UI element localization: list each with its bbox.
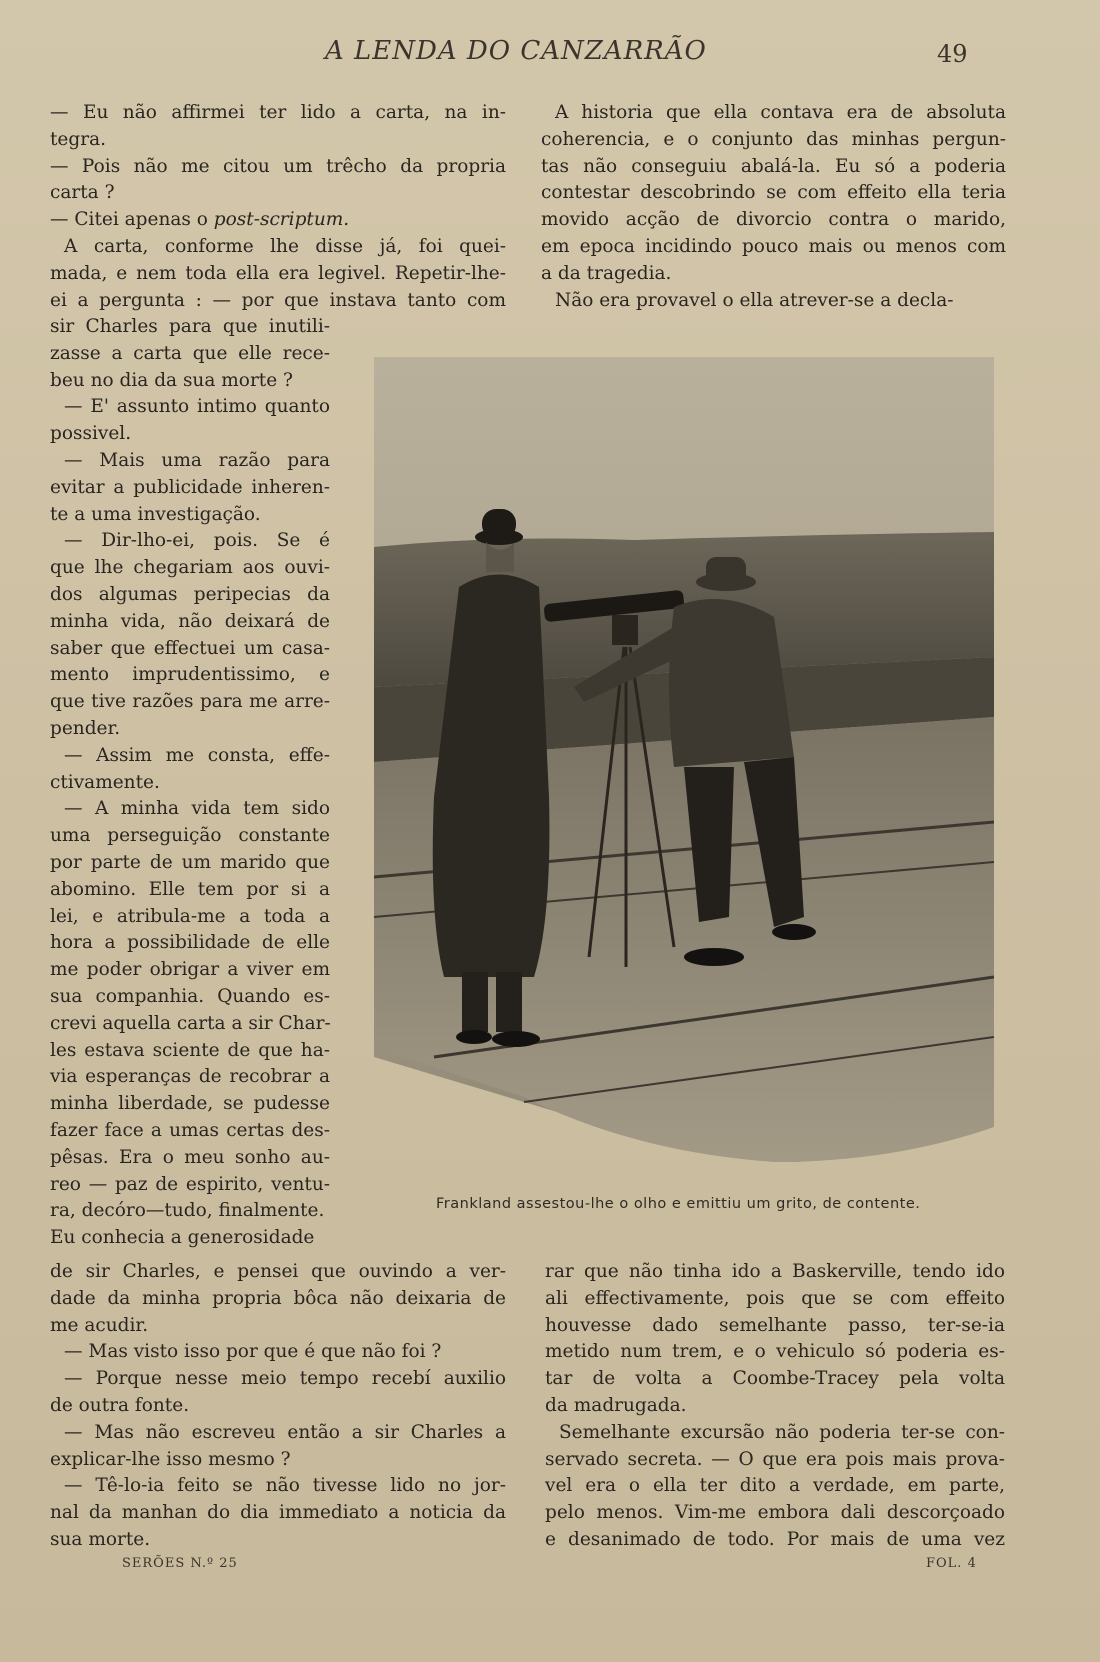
text-line: te a uma investigação.: [50, 503, 261, 525]
text-line: metido num trem, e o vehiculo só poderia es-: [545, 1341, 1005, 1363]
left-column-top: [50, 100, 506, 314]
right-column-bottom: [545, 1259, 1005, 1554]
text-line: servado secreta. — O que era pois mais prova-: [545, 1448, 1005, 1470]
text-line: — Mais uma razão para: [64, 449, 330, 471]
text-line: ei a pergunta : — por que instava tanto com: [50, 289, 506, 311]
text-line: de outra fonte.: [50, 1394, 190, 1416]
text-line: pender.: [50, 717, 121, 739]
text-line: mento imprudentissimo, e: [50, 664, 330, 686]
text-line: ra, decóro—tudo, finalmente.: [50, 1200, 325, 1222]
text-line: A historia que ella contava era de absoluta: [555, 102, 1006, 123]
text-line: contestar descobrindo se com effeito ella teria: [541, 182, 1006, 204]
text-line: — E' assunto intimo quanto: [64, 396, 330, 418]
text-line: sua morte.: [50, 1528, 151, 1550]
text-line: abomino. Elle tem por si a: [50, 878, 330, 900]
text-line: hora a possibilidade de elle: [50, 932, 330, 954]
text-line: lei, e atribula-me a toda a: [50, 905, 330, 927]
italic-term: post-scriptum.: [213, 209, 350, 231]
text-line: — Mas visto isso por que é que não foi ?: [64, 1341, 442, 1363]
text-line: dos algumas peripecias da: [50, 583, 330, 605]
text-line: possivel.: [50, 423, 132, 445]
text-line: crevi aquella carta a sir Char-: [50, 1012, 331, 1034]
text-line: les estava sciente de que ha-: [50, 1039, 330, 1061]
illustration: [374, 357, 994, 1177]
text-line: ctivamente.: [50, 771, 160, 793]
left-column-bottom: [50, 1259, 506, 1554]
text-line: Eu conhecia a generosidade: [50, 1227, 315, 1249]
footer-signature: SERÕES N.º 25: [122, 1556, 238, 1571]
text-line: mada, e nem toda ella era legivel. Repetir-lhe-: [50, 262, 506, 284]
text-line: — Assim me consta, effe-: [64, 744, 330, 766]
text-line: beu no dia da sua morte ?: [50, 369, 293, 391]
text-line: tas não conseguiu abalá-la. Eu só a poderia: [541, 155, 1006, 177]
text-line: e desanimado de todo. Por mais de uma vez: [545, 1528, 1005, 1550]
illustration-caption: Frankland assestou-lhe o olho e emittiu um grito, de contente.: [436, 1196, 921, 1212]
text-line: a da tragedia.: [541, 262, 672, 284]
text-line: movido acção de divorcio contra o marido,: [541, 209, 1006, 231]
text-line: de sir Charles, e pensei que ouvindo a ver-: [50, 1261, 506, 1282]
text-line: minha liberdade, se pudesse: [50, 1093, 330, 1115]
text-line: houvesse dado semelhante passo, ter-se-ia: [545, 1314, 1005, 1336]
text-line: nal da manhan do dia immediato a noticia da: [50, 1502, 506, 1524]
text-line: — Dir-lho-ei, pois. Se é: [64, 530, 330, 552]
text-line: — A minha vida tem sido: [64, 798, 330, 820]
text-line: Não era provavel o ella atrever-se a decla-: [555, 289, 954, 311]
text-line: sir Charles para que inutili-: [50, 316, 330, 337]
text-line: [50, 207, 506, 234]
text-line: zasse a carta que elle rece-: [50, 342, 330, 364]
text-line: tegra.: [50, 128, 106, 150]
text-line: Semelhante excursão não poderia ter-se con-: [559, 1421, 1005, 1443]
text-line: dade da minha propria bôca não deixaria de: [50, 1287, 506, 1309]
text-line: que lhe chegariam aos ouvi-: [50, 557, 330, 579]
text-line: uma perseguição constante: [50, 825, 330, 847]
text-line: me poder obrigar a viver em: [50, 959, 330, 981]
text-line: — Pois não me citou um trêcho da propria: [50, 155, 506, 177]
text-line: pêsas. Era o meu sonho au-: [50, 1146, 330, 1168]
text-line: explicar-lhe isso mesmo ?: [50, 1448, 291, 1470]
text-line: via esperanças de recobrar a: [50, 1066, 330, 1088]
text-line: — Tê-lo-ia feito se não tivesse lido no jor-: [64, 1475, 506, 1497]
text-line: rar que não tinha ido a Baskerville, tendo ido: [545, 1261, 1005, 1282]
left-column-narrow: [50, 314, 330, 1252]
text-line: — Eu não affirmei ter lido a carta, na in-: [50, 102, 506, 123]
page-number: 49: [937, 40, 968, 68]
text-line: fazer face a umas certas des-: [50, 1119, 330, 1141]
text-fragment: — Citei apenas o: [50, 209, 214, 231]
right-column-top: [541, 100, 1006, 314]
page-header: [0, 36, 1100, 76]
running-title: A LENDA DO CANZARRÃO: [325, 36, 707, 66]
text-line: em epoca incidindo pouco mais ou menos com: [541, 235, 1006, 257]
text-line: evitar a publicidade inheren-: [50, 476, 330, 498]
text-line: que tive razões para me arre-: [50, 691, 330, 713]
text-line: — Mas não escreveu então a sir Charles a: [64, 1421, 506, 1443]
text-line: reo — paz de espirito, ventu-: [50, 1173, 330, 1195]
text-line: A carta, conforme lhe disse já, foi quei-: [64, 235, 506, 257]
text-line: sua companhia. Quando es-: [50, 985, 330, 1007]
text-line: tar de volta a Coombe-Tracey pela volta: [545, 1368, 1005, 1390]
text-line: me acudir.: [50, 1314, 149, 1336]
engraving-two-men-telescope-icon: [374, 357, 994, 1177]
text-line: vel era o ella ter dito a verdade, em parte,: [545, 1475, 1005, 1497]
text-line: por parte de um marido que: [50, 851, 330, 873]
text-line: ali effectivamente, pois que se com effeito: [545, 1287, 1005, 1309]
text-line: saber que effectuei um casa-: [50, 637, 330, 659]
text-line: coherencia, e o conjunto das minhas pergun-: [541, 128, 1006, 150]
text-line: carta ?: [50, 182, 115, 204]
text-line: — Porque nesse meio tempo recebí auxilio: [64, 1368, 506, 1390]
footer-folio: FOL. 4: [926, 1556, 977, 1571]
text-line: pelo menos. Vim-me embora dali descorçoado: [545, 1502, 1005, 1524]
text-line: da madrugada.: [545, 1394, 687, 1416]
text-line: minha vida, não deixará de: [50, 610, 330, 632]
